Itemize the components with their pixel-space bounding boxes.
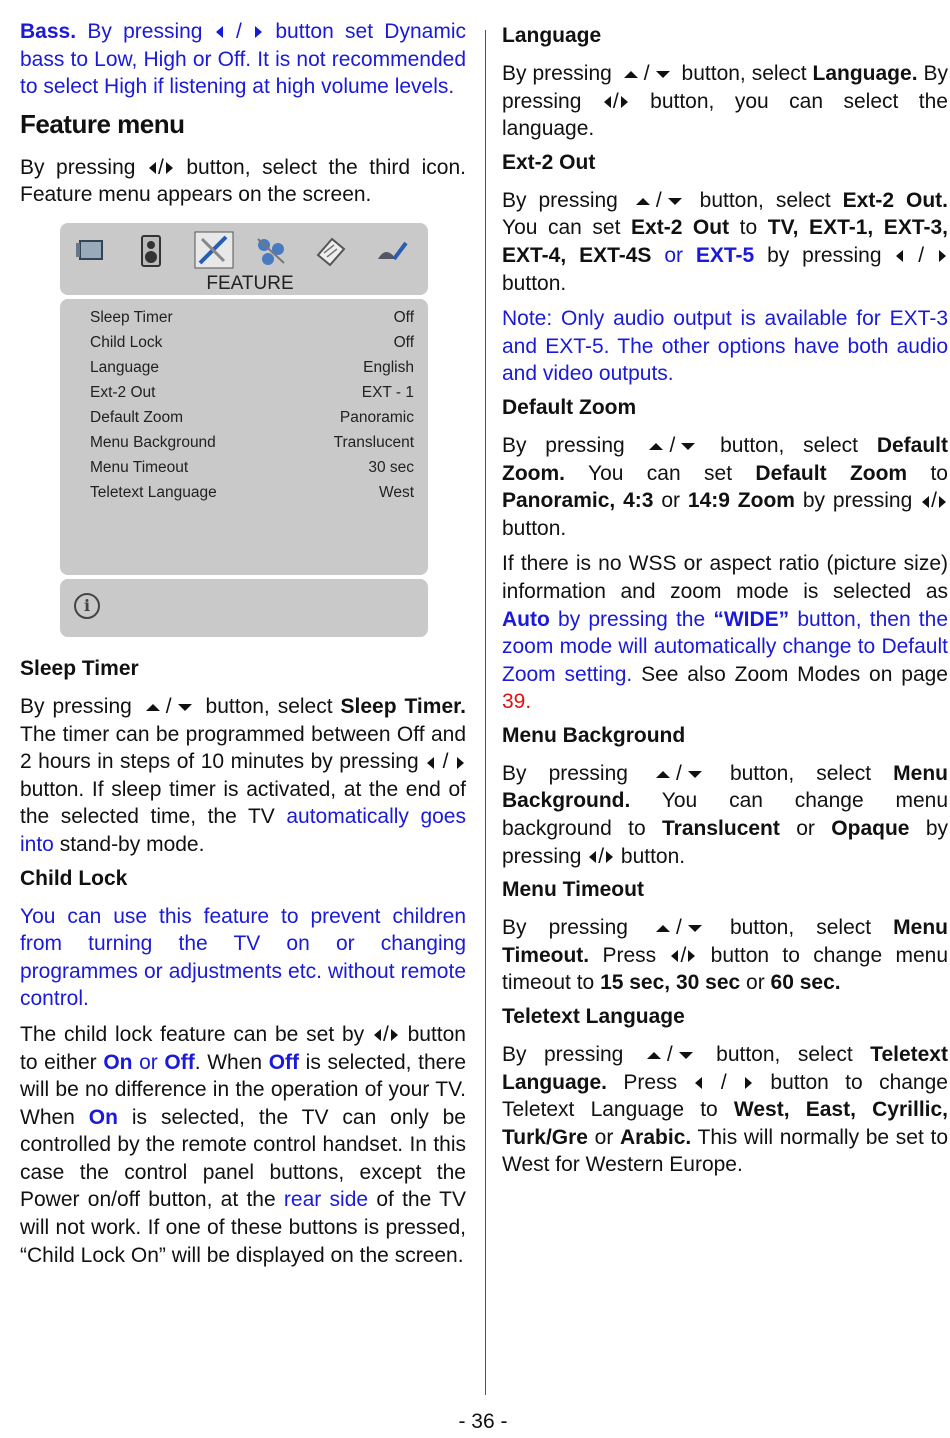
child-lock-blue-paragraph: You can use this feature to prevent children from turning the TV on or changing programmes or adjustments etc. without remote control. bbox=[20, 904, 466, 1011]
left-column bbox=[20, 18, 466, 1277]
document-icon bbox=[314, 235, 348, 267]
sleep-timer-heading: Sleep Timer bbox=[20, 656, 139, 680]
menu-row[interactable]: Ext-2 Out EXT - 1 bbox=[90, 383, 414, 401]
up-arrow-icon bbox=[647, 1052, 661, 1059]
up-arrow-icon bbox=[656, 925, 670, 932]
right-arrow-icon bbox=[391, 1029, 398, 1041]
feature-menu-screenshot bbox=[60, 223, 428, 637]
up-arrow-icon bbox=[624, 71, 638, 78]
sleep-timer-paragraph: By pressing / button, select Sleep Timer. The timer can be programmed between Off and 2 hours in steps of 10 minutes by pressing / button. If sleep timer is activated, at the end of the selected time, the TV automatically goes into stand-by mode. bbox=[20, 694, 466, 856]
info-icon: i bbox=[74, 593, 100, 619]
left-arrow-icon bbox=[922, 496, 929, 508]
feature-tools-icon bbox=[194, 231, 234, 269]
left-arrow-icon bbox=[695, 1077, 702, 1089]
child-lock-heading: Child Lock bbox=[20, 866, 128, 890]
down-arrow-icon bbox=[679, 1052, 693, 1059]
right-arrow-icon bbox=[939, 250, 946, 262]
language-paragraph: By pressing / button, select Language. By pressing / button, you can select the language. bbox=[502, 62, 948, 141]
up-arrow-icon bbox=[636, 198, 650, 205]
left-arrow-icon bbox=[149, 162, 156, 174]
page-reference-link[interactable]: 39. bbox=[502, 690, 532, 714]
down-arrow-icon bbox=[688, 925, 702, 932]
ext2-out-paragraph: By pressing / button, select Ext-2 Out. You can set Ext-2 Out to TV, EXT-1, EXT-3, EXT-4, EXT-4S or EXT-5 by pressing / button. bbox=[502, 188, 948, 295]
down-arrow-icon bbox=[656, 71, 670, 78]
menu-timeout-paragraph: By pressing / button, select Menu Timeout. Press / button to change menu timeout to 15 sec, 30 sec or 60 sec. bbox=[502, 916, 948, 995]
down-arrow-icon bbox=[668, 198, 682, 205]
feature-menu-heading: Feature menu bbox=[20, 108, 185, 139]
right-column bbox=[502, 18, 948, 1187]
up-arrow-icon bbox=[656, 771, 670, 778]
page-number: - 36 - bbox=[458, 1410, 508, 1433]
right-arrow-icon bbox=[166, 162, 173, 174]
install-icon bbox=[254, 235, 288, 267]
right-arrow-icon bbox=[745, 1077, 752, 1089]
menu-row[interactable]: Menu Timeout 30 sec bbox=[90, 458, 414, 476]
menu-row[interactable]: Menu Background Translucent bbox=[90, 433, 414, 451]
ext2-note: Note: Only audio output is available for EXT-3 and EXT-5. The other options have both audio and video outputs. bbox=[502, 307, 948, 386]
left-arrow-icon bbox=[374, 1029, 381, 1041]
left-arrow-icon bbox=[216, 26, 223, 38]
right-arrow-icon bbox=[255, 26, 262, 38]
right-arrow-icon bbox=[606, 851, 613, 863]
menu-row[interactable]: Sleep Timer Off bbox=[90, 308, 414, 326]
source-icon bbox=[376, 235, 410, 267]
right-arrow-icon bbox=[457, 757, 464, 769]
teletext-language-heading: Teletext Language bbox=[502, 1005, 685, 1029]
right-arrow-icon bbox=[621, 96, 628, 108]
left-arrow-icon bbox=[671, 950, 678, 962]
up-arrow-icon bbox=[649, 443, 663, 450]
default-zoom-paragraph: By pressing / button, select Default Zoom. You can set Default Zoom to Panoramic, 4:3 or 14:9 Zoom by pressing / button. bbox=[502, 433, 948, 540]
right-arrow-icon bbox=[939, 496, 946, 508]
up-arrow-icon bbox=[146, 704, 160, 711]
child-lock-paragraph: The child lock feature can be set by / button to either On or Off. When Off is selected, there will be no difference in the operation of your TV. When On is selected, the TV can only be controlled by the remote control handset. In this case the control panel buttons, except the Power on/off button, at the rear side of the TV will not work. If one of these buttons is pressed, “Child Lock On” will be displayed on the screen. bbox=[20, 1022, 467, 1267]
right-arrow-icon bbox=[688, 950, 695, 962]
menu-list bbox=[60, 299, 428, 575]
menu-title: FEATURE bbox=[206, 272, 294, 294]
left-arrow-icon bbox=[604, 96, 611, 108]
menu-background-heading: Menu Background bbox=[502, 723, 686, 747]
left-arrow-icon bbox=[896, 250, 903, 262]
bass-paragraph: Bass. By pressing / button set Dynamic bass to Low, High or Off. It is not recommended to select High if listening at high volume levels. bbox=[20, 20, 466, 99]
left-arrow-icon bbox=[589, 851, 596, 863]
down-arrow-icon bbox=[178, 704, 192, 711]
menu-background-paragraph: By pressing / button, select Menu Background. You can change menu background to Translucent or Opaque by pressing / button. bbox=[502, 761, 949, 868]
teletext-language-paragraph: By pressing / button, select Teletext Language. Press / button to change Teletext Language to West, East, Cyrillic, Turk/Gre or Arabic. This will normally be set to West for Western Europe. bbox=[502, 1043, 949, 1177]
language-heading: Language bbox=[502, 24, 602, 47]
left-arrow-icon bbox=[427, 757, 434, 769]
menu-info-bar bbox=[60, 579, 428, 637]
down-arrow-icon bbox=[688, 771, 702, 778]
ext2-out-heading: Ext-2 Out bbox=[502, 150, 596, 174]
picture-icon bbox=[74, 235, 108, 267]
default-zoom-heading: Default Zoom bbox=[502, 395, 637, 419]
speaker-icon bbox=[134, 235, 168, 267]
menu-row[interactable]: Child Lock Off bbox=[90, 333, 414, 351]
feature-intro: By pressing / button, select the third icon. Feature menu appears on the screen. bbox=[20, 155, 466, 207]
column-divider bbox=[485, 30, 486, 1395]
menu-row[interactable]: Teletext Language West bbox=[90, 483, 414, 501]
down-arrow-icon bbox=[681, 443, 695, 450]
menu-row[interactable]: Default Zoom Panoramic bbox=[90, 408, 414, 426]
menu-icon-bar bbox=[60, 223, 428, 295]
default-zoom-wss-paragraph: If there is no WSS or aspect ratio (picture size) information and zoom mode is selected as Auto by pressing the “WIDE” button, then the zoom mode will automatically change to Default Zoom setting. See also Zoom Modes on page 39. bbox=[502, 552, 948, 714]
menu-row[interactable]: Language English bbox=[90, 358, 414, 376]
menu-timeout-heading: Menu Timeout bbox=[502, 878, 644, 902]
